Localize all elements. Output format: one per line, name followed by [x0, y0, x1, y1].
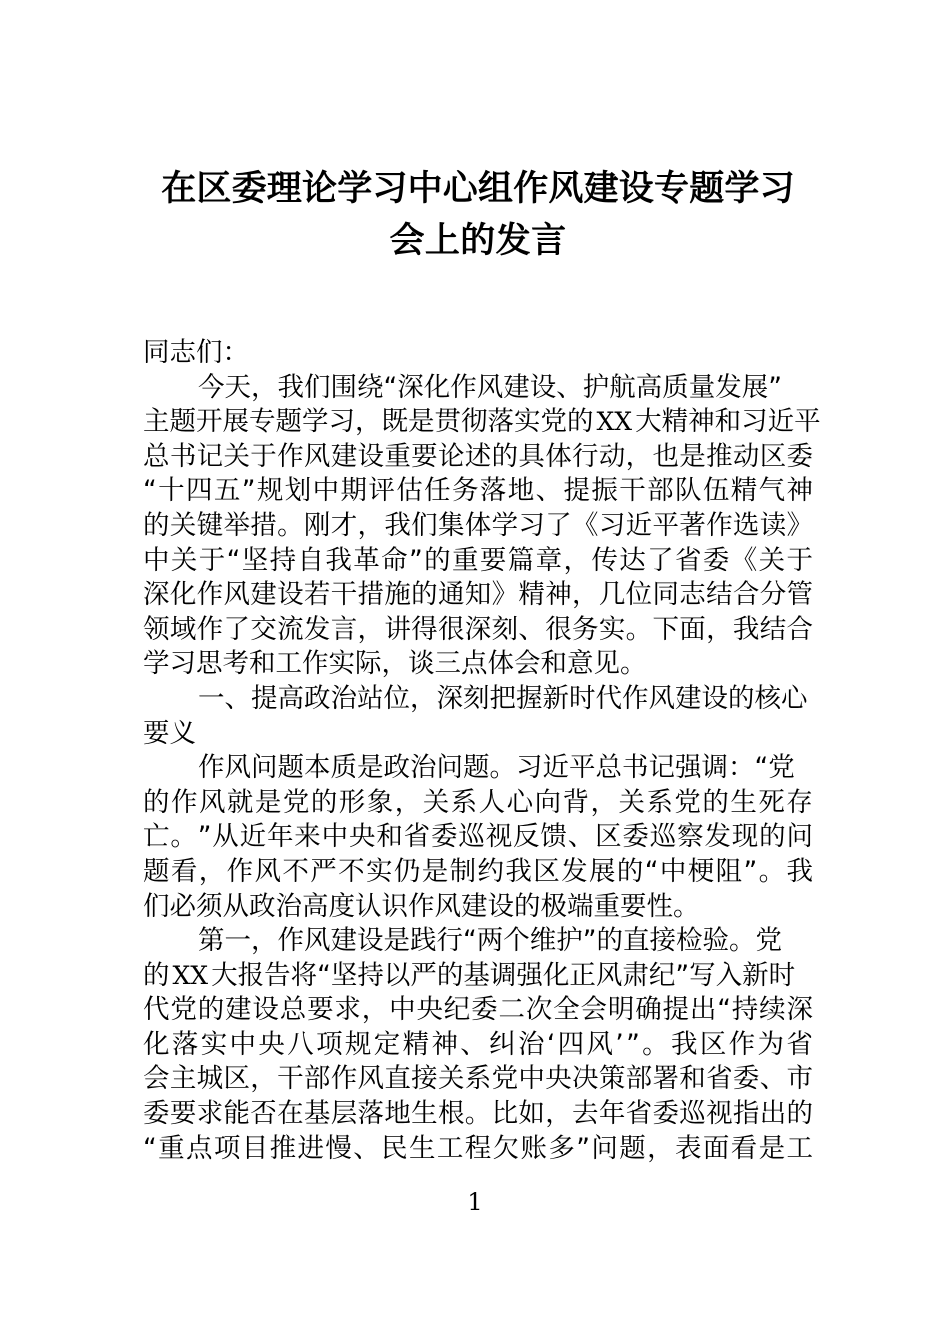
body-line: 一、提高政治站位，深刻把握新时代作风建设的核心 [198, 682, 808, 714]
body-line: 们必须从政治高度认识作风建设的极端重要性。 [143, 890, 700, 922]
body-line: 主题开展专题学习，既是贯彻落实党的 XX 大精神和习近平 [143, 406, 821, 438]
body-line: 学习思考和工作实际，谈三点体会和意见。 [143, 648, 647, 680]
body-line: 同志们： [143, 337, 249, 368]
latin-run: XX [596, 407, 633, 437]
body-line: 要义 [143, 717, 196, 749]
title-line-2: 会上的发言 [389, 221, 567, 261]
body-line: 中 关 于 “ 坚 持 自 我 革 命 ” 的 重 要 篇 章 ， 传 达 了 省 委 《 关 于 [143, 544, 813, 576]
body-line: 第一，作风建设是践行“两个维护”的直接检验。党 [198, 925, 782, 957]
body-line: 代 党 的 建 设 总 要 求 ， 中 央 纪 委 二 次 全 会 明 确 提 出 “ 持 续 深 [143, 994, 813, 1026]
document-body [143, 336, 821, 1166]
body-line: 的 作 风 就 是 党 的 形 象 ， 关 系 人 心 向 背 ， 关 系 党 的 生 死 存 [143, 786, 813, 818]
body-line: 作风问题本质是政治问题。习近平总书记强调：“党 [198, 752, 795, 784]
body-line: 题 看 ， 作 风 不 严 不 实 仍 是 制 约 我 区 发 展 的 “ 中 梗 阻 ” 。 我 [143, 855, 813, 887]
body-line: 的 XX 大报告将“坚持以严的基调强化正风肃纪”写入新时 [143, 959, 796, 991]
body-line: 领 域 作 了 交 流 发 言 ， 讲 得 很 深 刻 、 很 务 实 。 下 面 ， 我 结 合 [143, 613, 813, 645]
body-line: 深 化 作 风 建 设 若 干 措 施 的 通 知 》 精 神 ， 几 位 同 志 结 合 分 管 [143, 579, 813, 611]
body-line: “ 重 点 项 目 推 进 慢 、 民 生 工 程 欠 账 多 ” 问 题 ， 表 面 看 是 工 [143, 1132, 813, 1164]
body-line: 会 主 城 区 ， 干 部 作 风 直 接 关 系 党 中 央 决 策 部 署 和 省 委 、 市 [143, 1063, 813, 1095]
page-number: 1 [467, 1188, 483, 1216]
body-line: 亡 。 ” 从 近 年 来 中 央 和 省 委 巡 视 反 馈 、 区 委 巡 察 发 现 的 问 [143, 821, 813, 853]
body-line: 今天，我们围绕“深化作风建设、护航高质量发展” [198, 371, 782, 403]
body-line: 委 要 求 能 否 在 基 层 落 地 生 根 。 比 如 ， 去 年 省 委 巡 视 指 出 的 [143, 1098, 813, 1130]
body-line: “ 十 四 五 ” 规 划 中 期 评 估 任 务 落 地 、 提 振 干 部 队 伍 精 气 神 [143, 475, 813, 507]
body-line: 化 落 实 中 央 八 项 规 定 精 神 、 纠 治 ‘ 四 风 ’ ” 。 我 区 作 为 省 [143, 1028, 813, 1060]
title-line-1: 在区委理论学习中心组作风建设专题学习 [161, 169, 795, 209]
page-title [143, 163, 813, 267]
body-line: 的 关 键 举 措 。 刚 才 ， 我 们 集 体 学 习 了 《 习 近 平 著 作 选 读 》 [143, 509, 813, 541]
latin-run: XX [172, 960, 209, 990]
body-line: 总 书 记 关 于 作 风 建 设 重 要 论 述 的 具 体 行 动 ， 也 是 推 动 区 委 [143, 440, 813, 472]
